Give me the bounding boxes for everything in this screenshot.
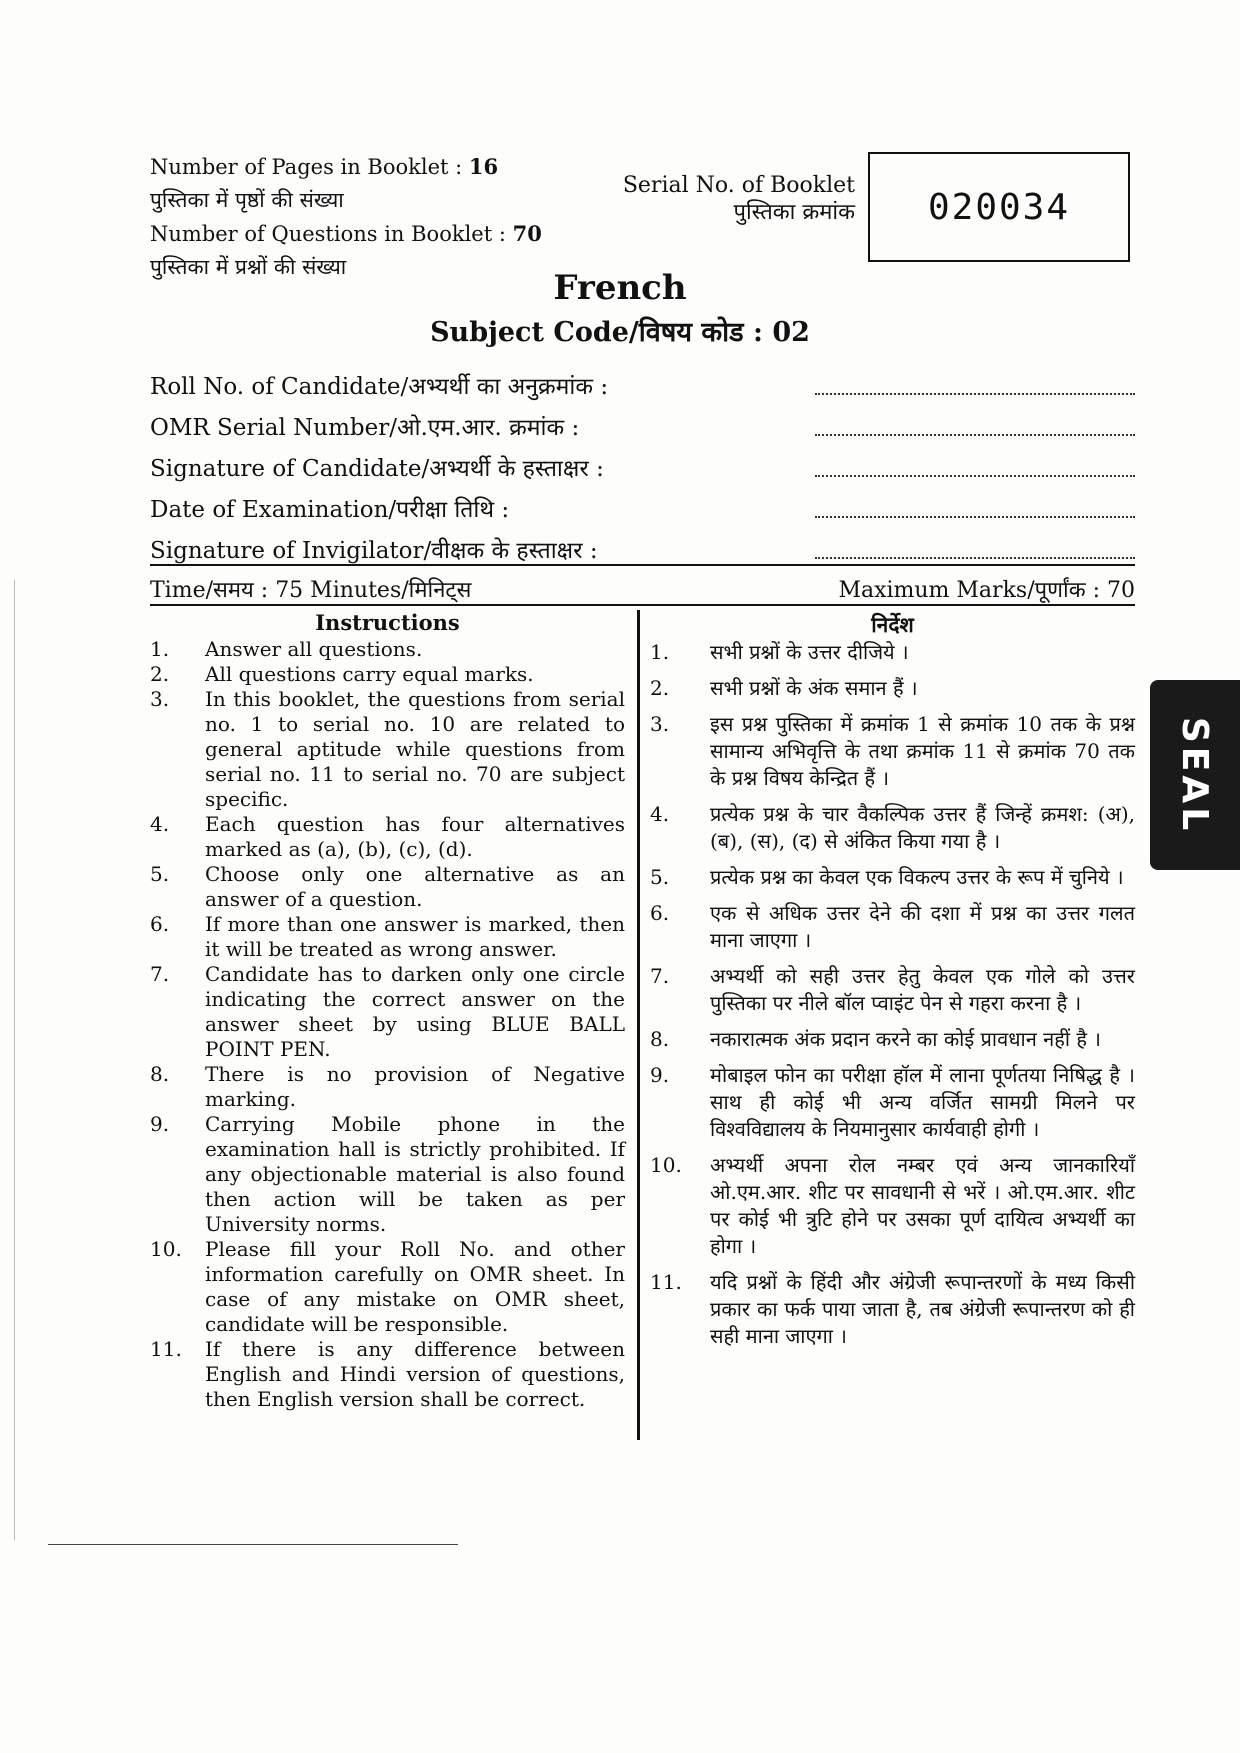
list-item (650, 900, 1135, 954)
questions-label-hi: पुस्तिका में प्रश्नों की संख्या (150, 255, 347, 279)
list-item (650, 1152, 1135, 1260)
item-number: 5. (650, 865, 670, 889)
divider (150, 604, 1135, 606)
item-text: Please fill your Roll No. and other information carefully on OMR sheet. In case of any mistake on OMR sheet, candidate will be responsible. (205, 1237, 625, 1336)
item-text: मोबाइल फोन का परीक्षा हॉल में लाना पूर्णतया निषिद्ध है । साथ ही कोई भी अन्य वर्जित सामग्री मिलने पर विश्वविद्यालय के नियमानुसार कार्यवाही होगी । (710, 1063, 1135, 1141)
item-text: यदि प्रश्नों के हिंदी और अंग्रेजी रूपान्तरणों के मध्य किसी प्रकार का फर्क पाया जाता है, तब अंग्रेजी रूपान्तरण को ही सही माना जाएगा । (710, 1270, 1135, 1348)
list-item (150, 812, 625, 862)
field-label: OMR Serial Number/ओ.एम.आर. क्रमांक : (150, 415, 580, 441)
item-number: 4. (650, 802, 670, 826)
item-number: 10. (150, 1237, 182, 1261)
list-item (150, 1062, 625, 1112)
seal-label: SEAL (1174, 716, 1216, 834)
item-number: 8. (650, 1027, 670, 1051)
candidate-signature-input-line[interactable] (815, 457, 1135, 477)
item-number: 1. (650, 640, 670, 664)
field-label: Signature of Candidate/अभ्यर्थी के हस्ताक्षर : (150, 456, 604, 482)
list-item (650, 801, 1135, 855)
instructions-english (150, 610, 625, 1412)
list-item (150, 1112, 625, 1237)
list-item (150, 1237, 625, 1337)
maximum-marks: Maximum Marks/पूर्णांक : 70 (838, 578, 1135, 603)
item-number: 3. (150, 687, 170, 711)
field-roll-no (150, 360, 1135, 401)
instructions-heading-hi: निर्देश (871, 612, 914, 637)
item-text: इस प्रश्न पुस्तिका में क्रमांक 1 से क्रमांक 10 तक के प्रश्न सामान्य अभिवृत्ति के तथा क्रमांक 11 से क्रमांक 70 तक के प्रश्न विषय केन्द्रित हैं । (710, 712, 1135, 790)
list-item (150, 962, 625, 1062)
pages-label-en: Number of Pages in Booklet : (150, 155, 469, 179)
item-text: Choose only one alternative as an answer of a question. (205, 862, 625, 911)
invigilator-signature-input-line[interactable] (815, 539, 1135, 559)
serial-label (610, 172, 855, 226)
item-number: 7. (650, 964, 670, 988)
item-text: सभी प्रश्नों के उत्तर दीजिये । (710, 640, 909, 664)
page-edge-line (14, 580, 15, 1540)
list-item (650, 1269, 1135, 1350)
list-item (150, 912, 625, 962)
item-number: 2. (150, 662, 170, 686)
item-text: एक से अधिक उत्तर देने की दशा में प्रश्न का उत्तर गलत माना जाएगा । (710, 901, 1135, 952)
item-text: Carrying Mobile phone in the examination hall is strictly prohibited. If any objectionable material is also found then action will be taken as per University norms. (205, 1112, 625, 1236)
list-item (650, 864, 1135, 891)
divider (150, 564, 1135, 566)
item-number: 11. (650, 1270, 682, 1294)
field-exam-date (150, 483, 1135, 524)
serial-number-box: 020034 (868, 152, 1130, 262)
questions-value: 70 (512, 221, 542, 246)
item-number: 7. (150, 962, 170, 986)
list-item (150, 862, 625, 912)
item-number: 5. (150, 862, 170, 886)
item-text: If there is any difference between English and Hindi version of questions, then English version shall be correct. (205, 1337, 625, 1411)
subject-code: Subject Code/विषय कोड : 02 (430, 317, 810, 348)
time-marks-row (150, 574, 1135, 604)
list-item (650, 1062, 1135, 1143)
field-label: Signature of Invigilator/वीक्षक के हस्ताक्षर : (150, 538, 598, 564)
list-item (650, 639, 1135, 666)
field-label: Date of Examination/परीक्षा तिथि : (150, 497, 510, 523)
item-number: 6. (650, 901, 670, 925)
field-candidate-signature (150, 442, 1135, 483)
item-text: प्रत्येक प्रश्न के चार वैकल्पिक उत्तर हैं जिन्हें क्रमश: (अ), (ब), (स), (द) से अंकित किया गया है । (710, 802, 1135, 853)
instructions-hindi (650, 612, 1135, 1359)
serial-label-hi: पुस्तिका क्रमांक (733, 200, 855, 225)
instructions-heading-en: Instructions (315, 610, 460, 635)
list-item (650, 1026, 1135, 1053)
list-item (150, 1337, 625, 1412)
item-number: 3. (650, 712, 670, 736)
candidate-fields (150, 360, 1135, 565)
item-text: All questions carry equal marks. (205, 662, 534, 686)
item-text: Candidate has to darken only one circle indicating the correct answer on the answer sheet by using BLUE BALL POINT PEN. (205, 962, 625, 1061)
list-item (150, 687, 625, 812)
column-divider (637, 610, 640, 1440)
page-title: French (553, 268, 687, 308)
item-text: अभ्यर्थी को सही उत्तर हेतु केवल एक गोले को उत्तर पुस्तिका पर नीले बॉल प्वाइंट पेन से गहरा करना है । (710, 964, 1135, 1015)
list-item (650, 711, 1135, 792)
item-text: Each question has four alternatives marked as (a), (b), (c), (d). (205, 812, 625, 861)
item-number: 11. (150, 1337, 182, 1361)
item-text: Answer all questions. (205, 637, 423, 661)
item-number: 9. (150, 1112, 170, 1136)
list-item (150, 662, 625, 687)
item-number: 10. (650, 1153, 682, 1177)
item-number: 2. (650, 676, 670, 700)
list-item (650, 963, 1135, 1017)
item-text: नकारात्मक अंक प्रदान करने का कोई प्रावधान नहीं है । (710, 1027, 1101, 1051)
booklet-info (150, 150, 542, 284)
time-allowed: Time/समय : 75 Minutes/मिनिट्स (150, 578, 472, 603)
field-omr-serial (150, 401, 1135, 442)
pages-value: 16 (468, 154, 499, 179)
item-text: In this booklet, the questions from serial no. 1 to serial no. 10 are related to general aptitude while questions from serial no. 11 to serial no. 70 are subject specific. (205, 687, 625, 811)
item-number: 9. (650, 1063, 670, 1087)
field-invigilator-signature (150, 524, 1135, 565)
item-number: 8. (150, 1062, 170, 1086)
serial-label-en: Serial No. of Booklet (622, 173, 855, 198)
footer-line (48, 1544, 458, 1545)
exam-date-input-line[interactable] (815, 498, 1135, 518)
seal-tab (1150, 680, 1240, 870)
item-number: 4. (150, 812, 170, 836)
item-text: प्रत्येक प्रश्न का केवल एक विकल्प उत्तर के रूप में चुनिये । (710, 865, 1124, 889)
omr-serial-input-line[interactable] (815, 416, 1135, 436)
item-text: If more than one answer is marked, then it will be treated as wrong answer. (205, 912, 625, 961)
item-text: There is no provision of Negative marking. (205, 1062, 625, 1111)
item-text: सभी प्रश्नों के अंक समान हैं । (710, 676, 918, 700)
questions-label-en: Number of Questions in Booklet : (150, 222, 513, 246)
item-number: 1. (150, 637, 170, 661)
item-number: 6. (150, 912, 170, 936)
list-item (650, 675, 1135, 702)
roll-no-input-line[interactable] (815, 375, 1135, 395)
list-item (150, 637, 625, 662)
item-text: अभ्यर्थी अपना रोल नम्बर एवं अन्य जानकारियाँ ओ.एम.आर. शीट पर सावधानी से भरें । ओ.एम.आर. शीट पर कोई भी त्रुटि होने पर उसका पूर्ण दायित्व अभ्यर्थी का होगा । (710, 1153, 1135, 1258)
pages-label-hi: पुस्तिका में पृष्ठों की संख्या (150, 188, 344, 212)
field-label: Roll No. of Candidate/अभ्यर्थी का अनुक्रमांक : (150, 374, 609, 400)
